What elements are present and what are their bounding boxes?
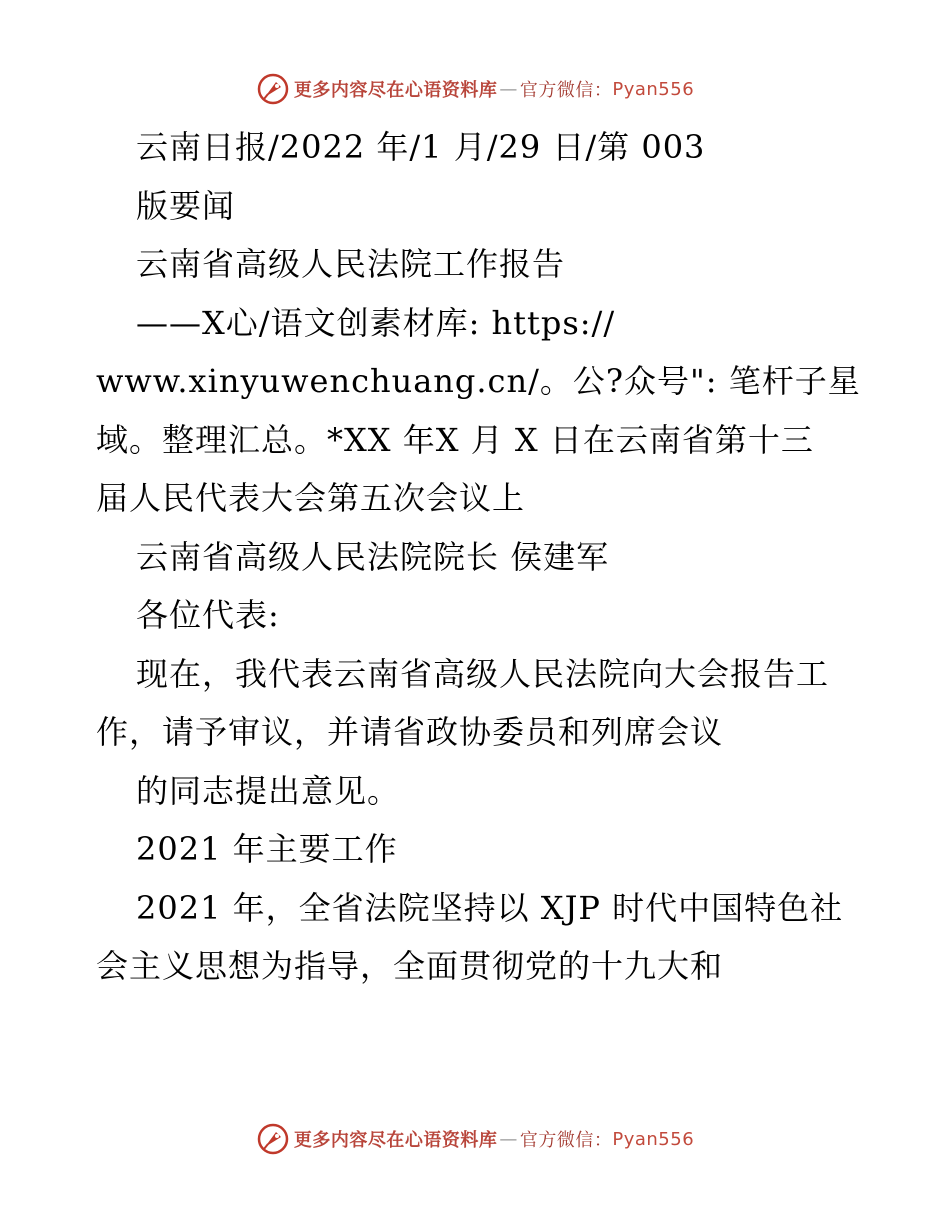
text-line: 版要闻 (136, 186, 236, 225)
text-line: 各位代表: (136, 596, 280, 634)
text-line: ——X心/语文创素材库: https:// (136, 303, 616, 342)
text-line: 现在，我代表云南省高级人民法院向大会报告工 (136, 654, 830, 693)
document-body (96, 118, 866, 996)
text-line: 云南日报/2022 年/1 月/29 日/第 003 (136, 128, 706, 166)
pen-nib-logo-icon (256, 72, 290, 106)
text-line: 云南省高级人民法院院长 侯建军 (136, 537, 610, 576)
watermark-id: Pyan556 (612, 1128, 695, 1150)
text-line: 的同志提出意见。 (136, 771, 401, 810)
text-line: 届人民代表大会第五次会议上 (96, 479, 526, 517)
text-line: 域。整理汇总。*XX 年X 月 X 日在云南省第十三 (96, 420, 814, 459)
watermark-dash: — (499, 78, 518, 100)
header-watermark (0, 72, 950, 106)
text-line: 会主义思想为指导，全面贯彻党的十九大和 (96, 947, 724, 985)
text-line: 2021 年，全省法院坚持以 XJP 时代中国特色社 (136, 888, 844, 927)
text-line: 云南省高级人民法院工作报告 (136, 245, 566, 283)
text-line: 2021 年主要工作 (136, 830, 398, 868)
pen-nib-logo-icon (256, 1122, 290, 1156)
text-line: 作，请予审议，并请省政协委员和列席会议 (96, 713, 724, 751)
watermark-text: 更多内容尽在心语资料库 (293, 1130, 498, 1151)
watermark-official: 官方微信： (519, 1130, 613, 1151)
text-line: www.xinyuwenchuang.cn/。公?众号": 笔杆子星 (96, 362, 861, 400)
watermark-text: 更多内容尽在心语资料库 (293, 80, 498, 101)
watermark-dash: — (499, 1128, 518, 1150)
footer-watermark (0, 1122, 950, 1156)
watermark-official: 官方微信： (519, 80, 613, 101)
watermark-id: Pyan556 (612, 78, 695, 100)
